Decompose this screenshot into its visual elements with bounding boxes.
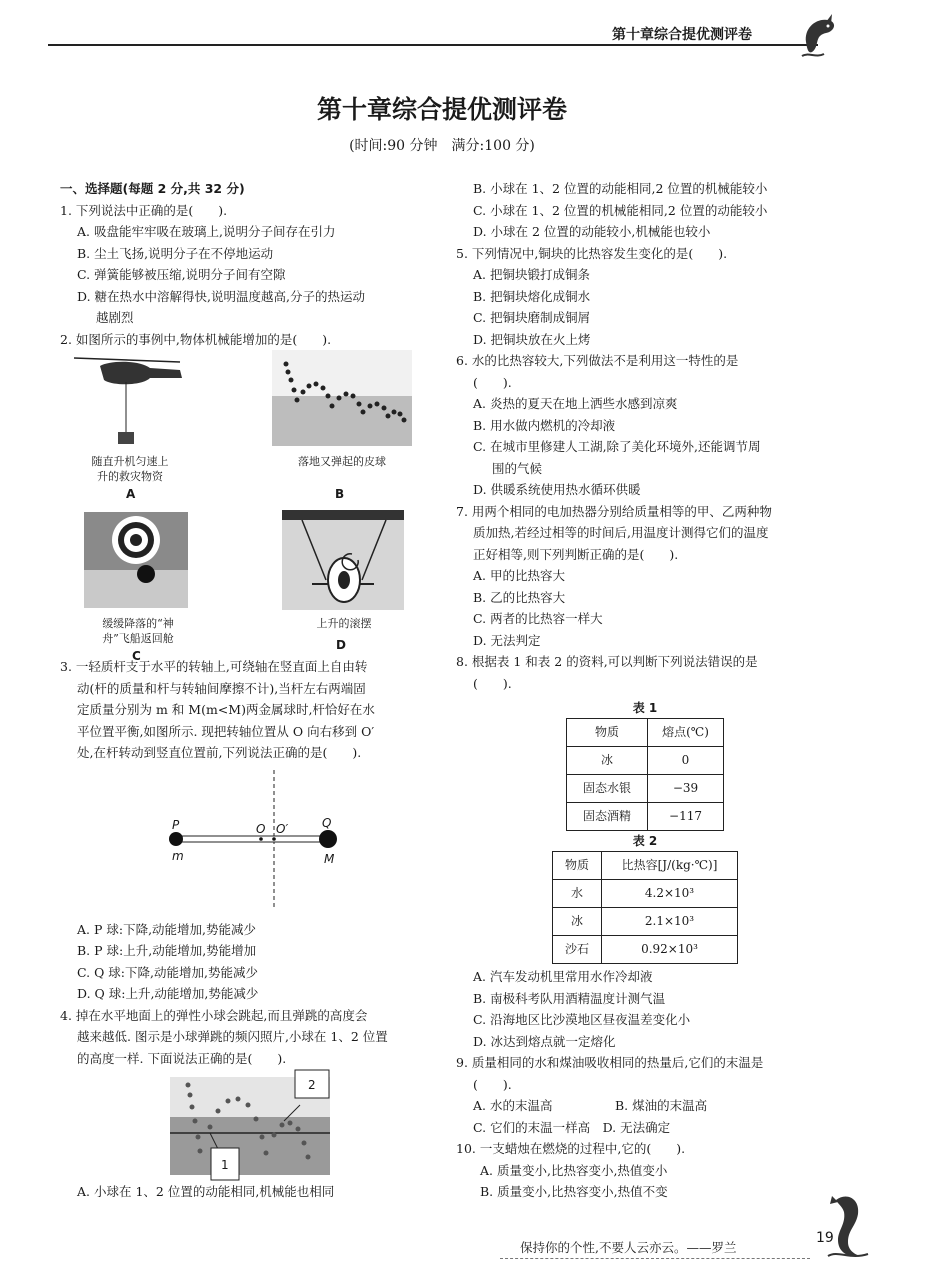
right-column — [456, 178, 834, 1203]
table-cell: 2.1×10³ — [602, 908, 738, 936]
table-row — [553, 908, 738, 936]
maxwell-wheel-image — [282, 510, 404, 610]
q1-option-b: B. 尘土飞扬,说明分子在不停地运动 — [77, 245, 274, 261]
table-cell: −39 — [648, 775, 724, 803]
q6-option-a: A. 炎热的夏天在地上洒些水感到凉爽 — [473, 396, 678, 411]
q9-line-2: ( ). — [473, 1076, 512, 1092]
table1 — [566, 718, 724, 831]
table-row — [567, 775, 724, 803]
q2-caption-c2: 舟”飞船返回舱 — [102, 632, 174, 645]
label-M: M — [324, 851, 335, 866]
table2-caption: 表 2 — [632, 834, 658, 848]
q3-line-5: 处,在杆转动到竖直位置前,下列说法正确的是( ). — [77, 745, 362, 760]
q10-option-b: B. 质量变小,比热容变小,热值不变 — [480, 1184, 668, 1199]
q6-option-b: B. 用水做内燃机的冷却液 — [473, 417, 616, 433]
q4-line-3: 的高度一样. 下面说法正确的是( ). — [77, 1050, 287, 1066]
q2-caption-a2: 升的救灾物资 — [97, 470, 163, 483]
q4-option-b: B. 小球在 1、2 位置的动能相同,2 位置的机械能较小 — [473, 181, 768, 196]
q4-figure — [60, 1069, 432, 1181]
q8-line-2: ( ). — [473, 675, 512, 691]
page-number: 19 — [816, 1230, 834, 1246]
section-heading: 一、选择题(每题 2 分,共 32 分) — [60, 181, 245, 196]
header-rule — [48, 44, 818, 46]
table-cell: 冰 — [567, 747, 648, 775]
q8-option-d: D. 冰达到熔点就一定熔化 — [473, 1033, 616, 1049]
q9-option-ab: A. 水的末温高 B. 煤油的末温高 — [473, 1098, 708, 1113]
lever-diagram — [160, 770, 350, 910]
q3-line-2: 动(杆的质量和杆与转轴间摩擦不计),当杆左右两端固 — [77, 680, 366, 696]
q1-stem: 1. 下列说法中正确的是( ). — [60, 202, 228, 218]
table-row — [553, 936, 738, 964]
footer-rule — [500, 1258, 810, 1259]
q2-caption-d: 上升的滚摆 — [316, 617, 372, 630]
q4-option-a: A. 小球在 1、2 位置的动能相同,机械能也相同 — [77, 1184, 335, 1199]
q7-option-a: A. 甲的比热容大 — [473, 568, 565, 583]
q7-line-1: 7. 用两个相同的电加热器分别给质量相等的甲、乙两种物 — [456, 503, 772, 519]
q9-option-cd: C. 它们的末温一样高 D. 无法确定 — [473, 1119, 671, 1135]
q3-lever-figure — [60, 764, 432, 919]
q2-caption-b: 落地又弹起的皮球 — [298, 455, 386, 468]
q5-stem: 5. 下列情况中,铜块的比热容发生变化的是( ). — [456, 245, 728, 261]
q10-option-a: A. 质量变小,比热容变小,热值变小 — [480, 1162, 668, 1178]
table-cell: 固态水银 — [567, 775, 648, 803]
header-title: 第十章综合提优测评卷 — [612, 27, 752, 43]
table-row — [567, 719, 724, 747]
q7-option-b: B. 乙的比热容大 — [473, 589, 566, 605]
q3-option-a: A. P 球:下降,动能增加,势能减少 — [77, 921, 257, 937]
q2-letter-c: C — [132, 649, 141, 663]
label-P: P — [172, 817, 180, 832]
q7-option-c: C. 两者的比热容一样大 — [473, 611, 603, 626]
q2-figure — [60, 350, 432, 663]
q3-option-d: D. Q 球:上升,动能增加,势能减少 — [77, 986, 259, 1001]
table2-header-substance: 物质 — [553, 852, 602, 880]
table1-caption: 表 1 — [632, 701, 658, 715]
table-row — [567, 803, 724, 831]
q4-line-1: 4. 掉在水平地面上的弹性小球会跳起,而且弹跳的高度会 — [60, 1007, 368, 1023]
q3-line-1: 3. 一轻质杆支于水平的转轴上,可绕轴在竖直面上自由转 — [60, 659, 368, 674]
label-O: O — [256, 821, 266, 836]
dolphin-icon — [826, 1190, 870, 1260]
page-title: 第十章综合提优测评卷 — [316, 95, 567, 124]
q5-option-c: C. 把铜块磨制成铜屑 — [473, 310, 591, 325]
q2-letter-b: B — [335, 487, 345, 501]
label-O-prime: O′ — [276, 821, 289, 836]
q1-option-d-cont: 越剧烈 — [96, 310, 134, 325]
q4-option-d: D. 小球在 2 位置的动能较小,机械能也较小 — [473, 224, 711, 239]
page-subtitle: (时间:90 分钟 满分:100 分) — [349, 138, 535, 154]
table-row — [553, 852, 738, 880]
q2-caption-a1: 随直升机匀速上 — [91, 455, 169, 468]
q3-option-b: B. P 球:上升,动能增加,势能增加 — [77, 943, 257, 958]
q8-option-c: C. 沿海地区比沙漠地区昼夜温差变化小 — [473, 1012, 691, 1027]
q3-line-4: 平位置平衡,如图所示. 现把转轴位置从 O 向右移到 O′ — [77, 723, 375, 739]
q6-line-2: ( ). — [473, 374, 512, 390]
q1-option-a: A. 吸盘能牢牢吸在玻璃上,说明分子间存在引力 — [77, 224, 336, 239]
q9-line-1: 9. 质量相同的水和煤油吸收相同的热量后,它们的末温是 — [456, 1055, 764, 1070]
q6-option-c-cont: 围的气候 — [492, 460, 543, 476]
q2-letter-a: A — [126, 487, 136, 501]
dolphin-icon — [798, 12, 838, 60]
table-cell: −117 — [648, 803, 724, 831]
q7-line-3: 正好相等,则下列判断正确的是( ). — [473, 546, 679, 562]
q5-option-b: B. 把铜块熔化成铜水 — [473, 288, 591, 304]
q10-stem: 10. 一支蜡烛在燃烧的过程中,它的( ). — [456, 1141, 686, 1156]
q5-option-a: A. 把铜块锻打成铜条 — [473, 267, 590, 282]
q8-option-b: B. 南极科考队用酒精温度计测气温 — [473, 990, 666, 1006]
table2 — [552, 851, 738, 964]
q2-letter-d: D — [336, 638, 346, 652]
q6-line-1: 6. 水的比热容较大,下列做法不是利用这一特性的是 — [456, 353, 739, 368]
label-position-2: 2 — [308, 1078, 316, 1092]
left-column — [60, 178, 432, 1203]
q7-option-d: D. 无法判定 — [473, 632, 541, 648]
q8-line-1: 8. 根据表 1 和表 2 的资料,可以判断下列说法错误的是 — [456, 654, 758, 669]
label-Q: Q — [322, 815, 332, 830]
q3-line-3: 定质量分别为 m 和 M(m<M)两金属球时,杆恰好在水 — [77, 702, 375, 717]
q4-line-2: 越来越低. 图示是小球弹跳的频闪照片,小球在 1、2 位置 — [77, 1029, 388, 1044]
table-cell: 冰 — [553, 908, 602, 936]
footer-quote: 保持你的个性,不要人云亦云。——罗兰 — [520, 1240, 737, 1255]
table2-header-heat: 比热容[J/(kg·℃)] — [602, 852, 738, 880]
table-cell: 0 — [648, 747, 724, 775]
q6-option-d: D. 供暖系统使用热水循环供暖 — [473, 482, 641, 497]
table-cell: 沙石 — [553, 936, 602, 964]
q7-line-2: 质加热,若经过相等的时间后,用温度计测得它们的温度 — [473, 525, 769, 540]
q1-option-c: C. 弹簧能够被压缩,说明分子间有空隙 — [77, 267, 286, 282]
table-cell: 水 — [553, 880, 602, 908]
table-cell: 4.2×10³ — [602, 880, 738, 908]
helicopter-image — [70, 352, 190, 452]
table1-header-melting: 熔点(℃) — [648, 719, 724, 747]
q2-stem: 2. 如图所示的事例中,物体机械能增加的是( ). — [60, 331, 332, 347]
table1-header-substance: 物质 — [567, 719, 648, 747]
q5-option-d: D. 把铜块放在火上烤 — [473, 331, 591, 347]
q8-option-a: A. 汽车发动机里常用水作冷却液 — [473, 969, 653, 984]
q4-option-c: C. 小球在 1、2 位置的机械能相同,2 位置的动能较小 — [473, 202, 768, 218]
table-row — [567, 747, 724, 775]
table-cell: 0.92×10³ — [602, 936, 738, 964]
q3-option-c: C. Q 球:下降,动能增加,势能减少 — [77, 964, 258, 980]
bouncing-ball-image — [272, 350, 412, 446]
label-position-1: 1 — [221, 1158, 229, 1172]
label-m: m — [172, 848, 184, 863]
q1-option-d: D. 糖在热水中溶解得快,说明温度越高,分子的热运动 — [77, 288, 365, 304]
table-cell: 固态酒精 — [567, 803, 648, 831]
table-row — [553, 880, 738, 908]
capsule-image — [84, 512, 188, 608]
q2-caption-c1: 缓缓降落的“神 — [102, 617, 174, 630]
q6-option-c: C. 在城市里修建人工湖,除了美化环境外,还能调节周 — [473, 439, 761, 454]
